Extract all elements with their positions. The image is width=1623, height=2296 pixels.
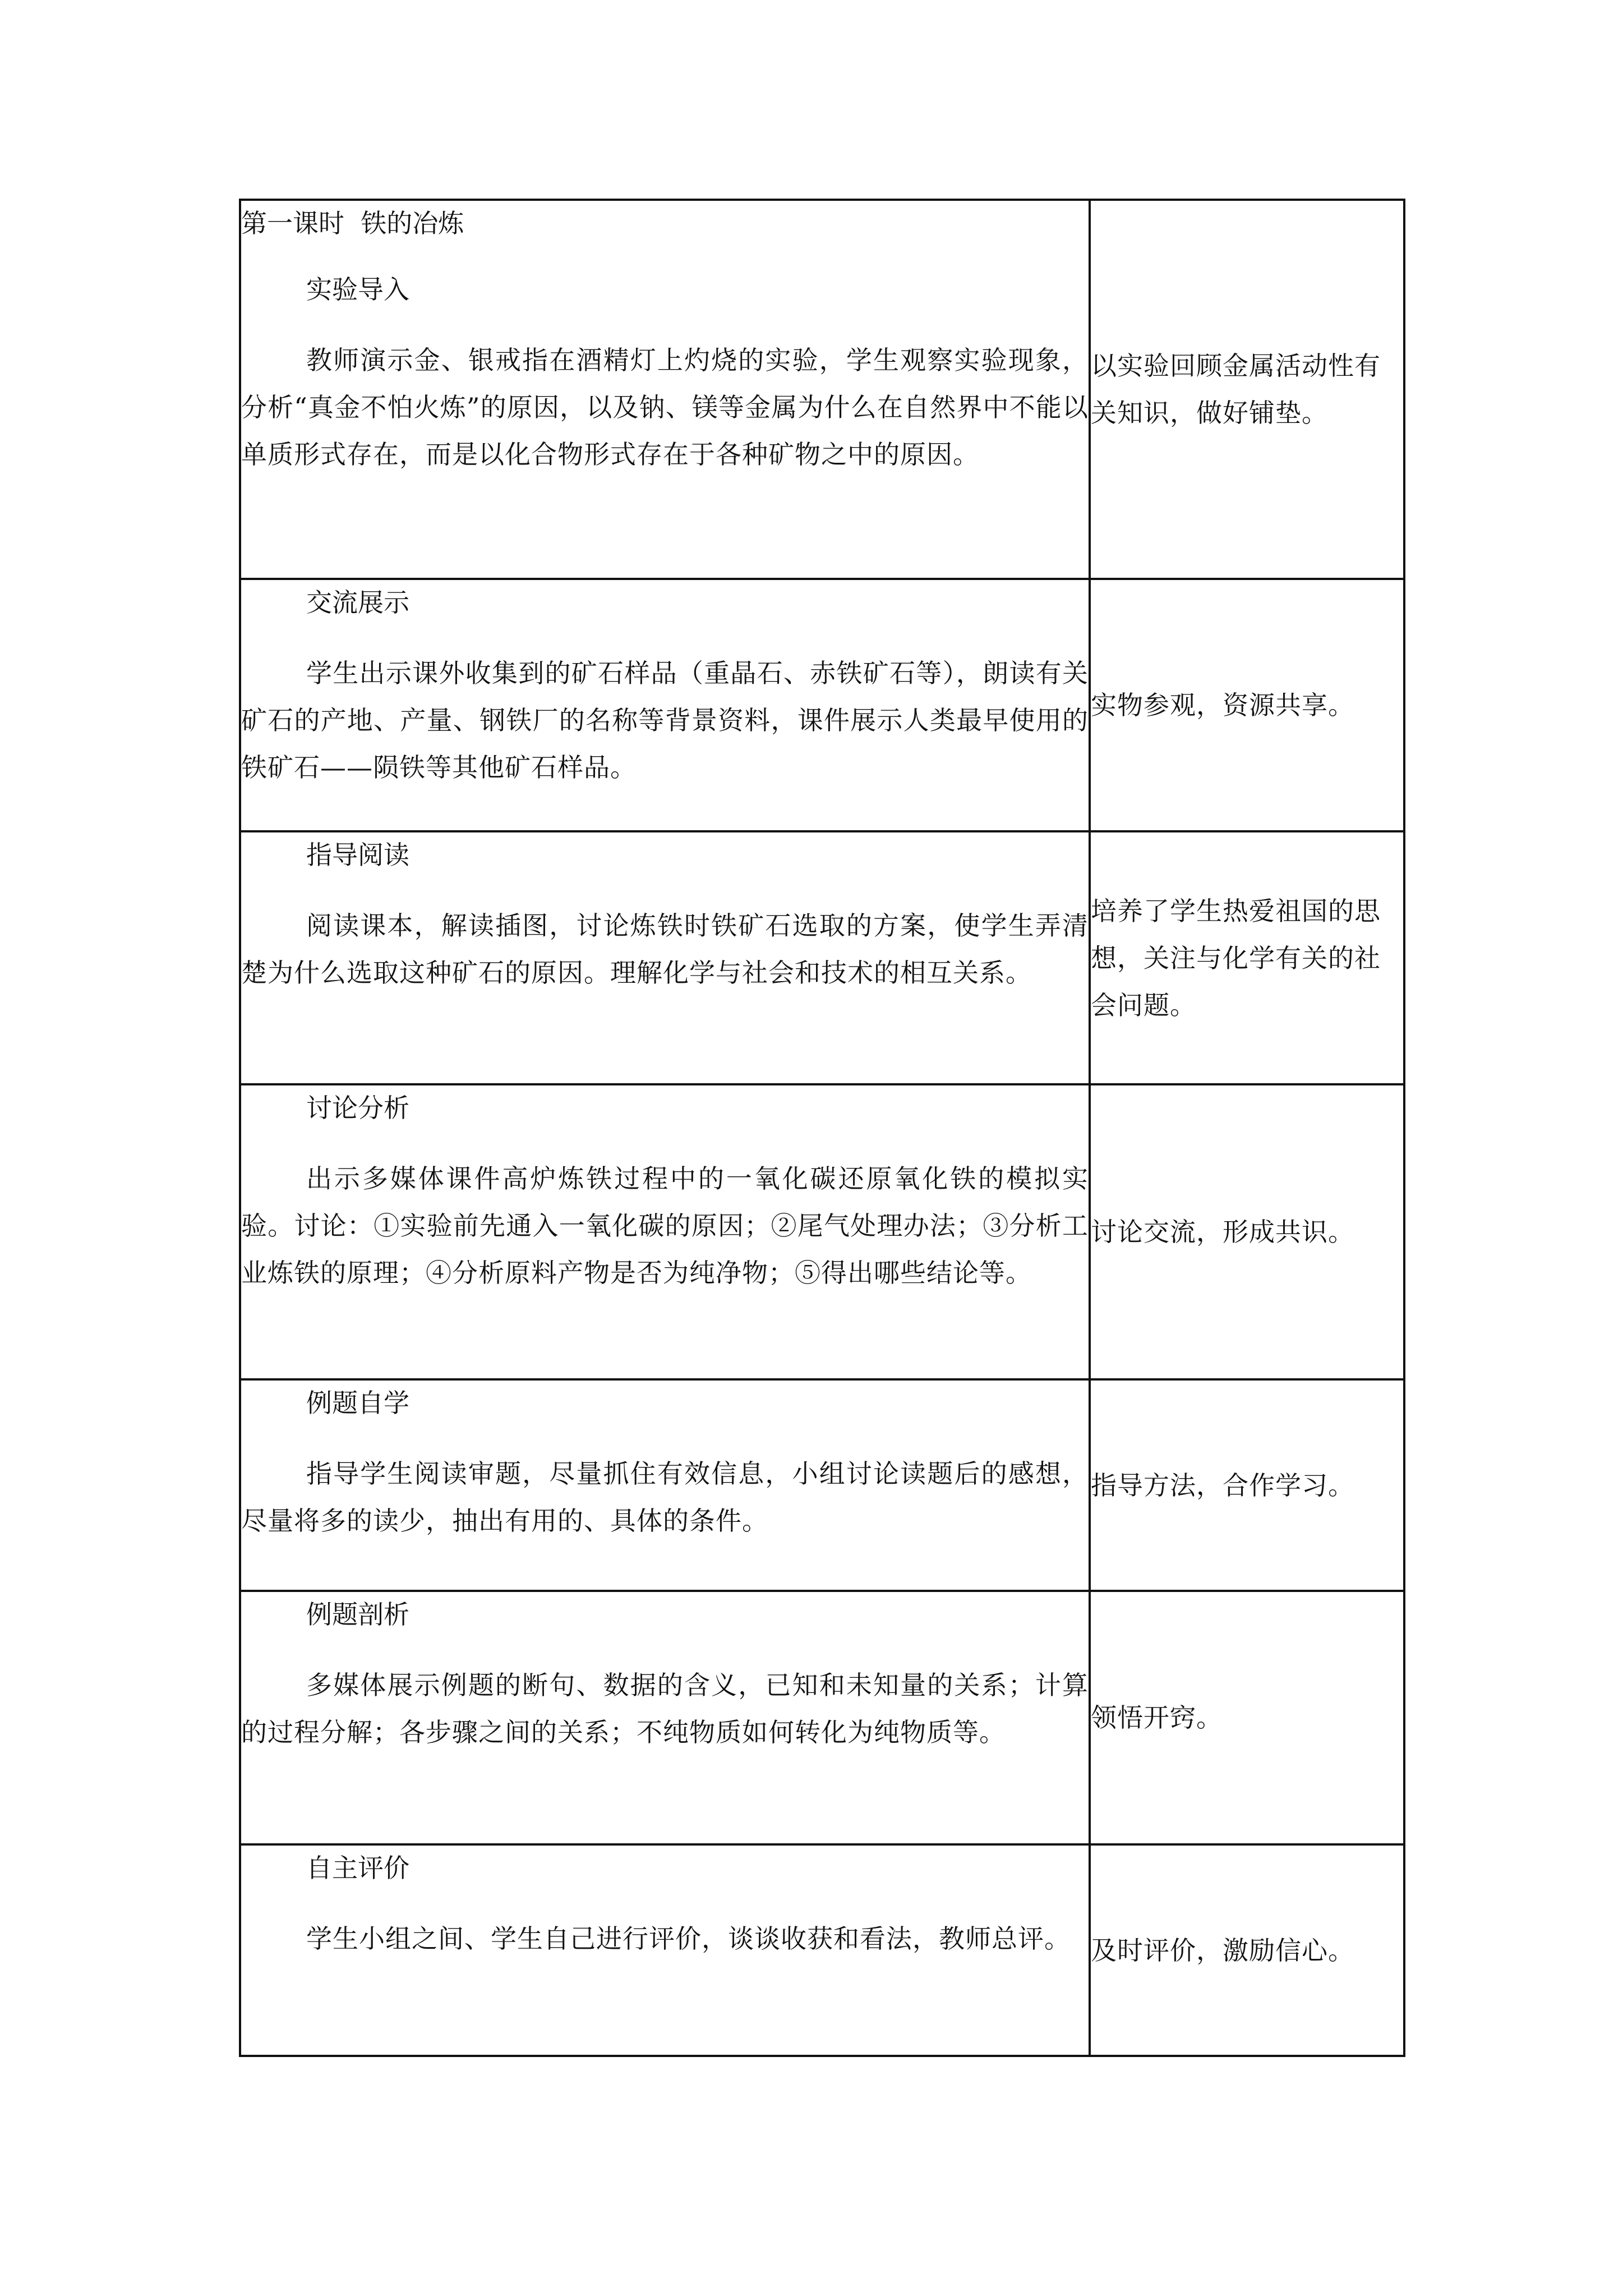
purpose-note: 及时评价，激励信心。 <box>1091 1935 1354 1966</box>
purpose-note: 领悟开窍。 <box>1091 1703 1223 1733</box>
purpose-cell <box>1090 579 1404 831</box>
purpose-cell <box>1090 1379 1404 1591</box>
table-row <box>240 1591 1404 1844</box>
section-body: 指导学生阅读审题，尽量抓住有效信息，小组讨论读题后的感想，尽量将多的读少，抽出有用的、具体的条件。 <box>241 1458 1089 1536</box>
section-body: 教师演示金、银戒指在酒精灯上灼烧的实验，学生观察实验现象，分析“真金不怕火炼”的原因，以及钠、镁等金属为什么在自然界中不能以单质形式存在，而是以化合物形式存在于各种矿物之中的原因。 <box>241 345 1089 470</box>
purpose-cell <box>1090 831 1404 1084</box>
section-heading: 例题剖析 <box>306 1599 409 1630</box>
section-heading: 自主评价 <box>306 1853 409 1883</box>
section-body: 多媒体展示例题的断句、数据的含义，已知和未知量的关系；计算的过程分解；各步骤之间的关系；不纯物质如何转化为纯物质等。 <box>241 1670 1089 1747</box>
section-heading: 实验导入 <box>306 274 409 305</box>
purpose-cell <box>1090 1844 1404 2056</box>
section-body: 学生小组之间、学生自己进行评价，谈谈收获和看法，教师总评。 <box>306 1924 1071 1954</box>
purpose-note: 指导方法，合作学习。 <box>1091 1470 1354 1501</box>
activity-cell <box>240 831 1090 1084</box>
table-row <box>240 1844 1404 2056</box>
purpose-cell <box>1090 200 1404 579</box>
purpose-note: 讨论交流，形成共识。 <box>1091 1217 1354 1247</box>
activity-cell <box>240 200 1090 579</box>
section-heading: 指导阅读 <box>306 840 409 870</box>
activity-cell <box>240 579 1090 831</box>
section-body: 学生出示课外收集到的矿石样品（重晶石、赤铁矿石等），朗读有关矿石的产地、产量、钢铁厂的名称等背景资料，课件展示人类最早使用的铁矿石——陨铁等其他矿石样品。 <box>241 658 1089 783</box>
section-heading: 讨论分析 <box>306 1093 409 1123</box>
section-body: 阅读课本，解读插图，讨论炼铁时铁矿石选取的方案，使学生弄清楚为什么选取这种矿石的原因。理解化学与社会和技术的相互关系。 <box>241 910 1089 988</box>
activity-cell <box>240 1379 1090 1591</box>
table-row <box>240 1379 1404 1591</box>
section-heading: 交流展示 <box>306 587 409 618</box>
table-row <box>240 1084 1404 1379</box>
purpose-note: 以实验回顾金属活动性有关知识，做好铺垫。 <box>1091 351 1381 428</box>
table-row <box>240 579 1404 831</box>
activity-cell <box>240 1591 1090 1844</box>
purpose-cell <box>1090 1591 1404 1844</box>
activity-cell <box>240 1084 1090 1379</box>
purpose-note: 实物参观，资源共享。 <box>1091 690 1354 720</box>
activity-cell <box>240 1844 1090 2056</box>
table-row <box>240 831 1404 1084</box>
section-body: 出示多媒体课件高炉炼铁过程中的一氧化碳还原氧化铁的模拟实验。讨论：①实验前先通入一氧化碳的原因；②尾气处理办法；③分析工业炼铁的原理；④分析原料产物是否为纯净物；⑤得出哪些结论等。 <box>241 1163 1089 1288</box>
purpose-note: 培养了学生热爱祖国的思想，关注与化学有关的社会问题。 <box>1091 895 1381 1020</box>
table-row <box>240 200 1404 579</box>
purpose-cell <box>1090 1084 1404 1379</box>
section-heading: 例题自学 <box>306 1388 409 1418</box>
lesson-plan-table <box>239 199 1405 2057</box>
lesson-title: 第一课时 铁的冶炼 <box>241 208 464 238</box>
